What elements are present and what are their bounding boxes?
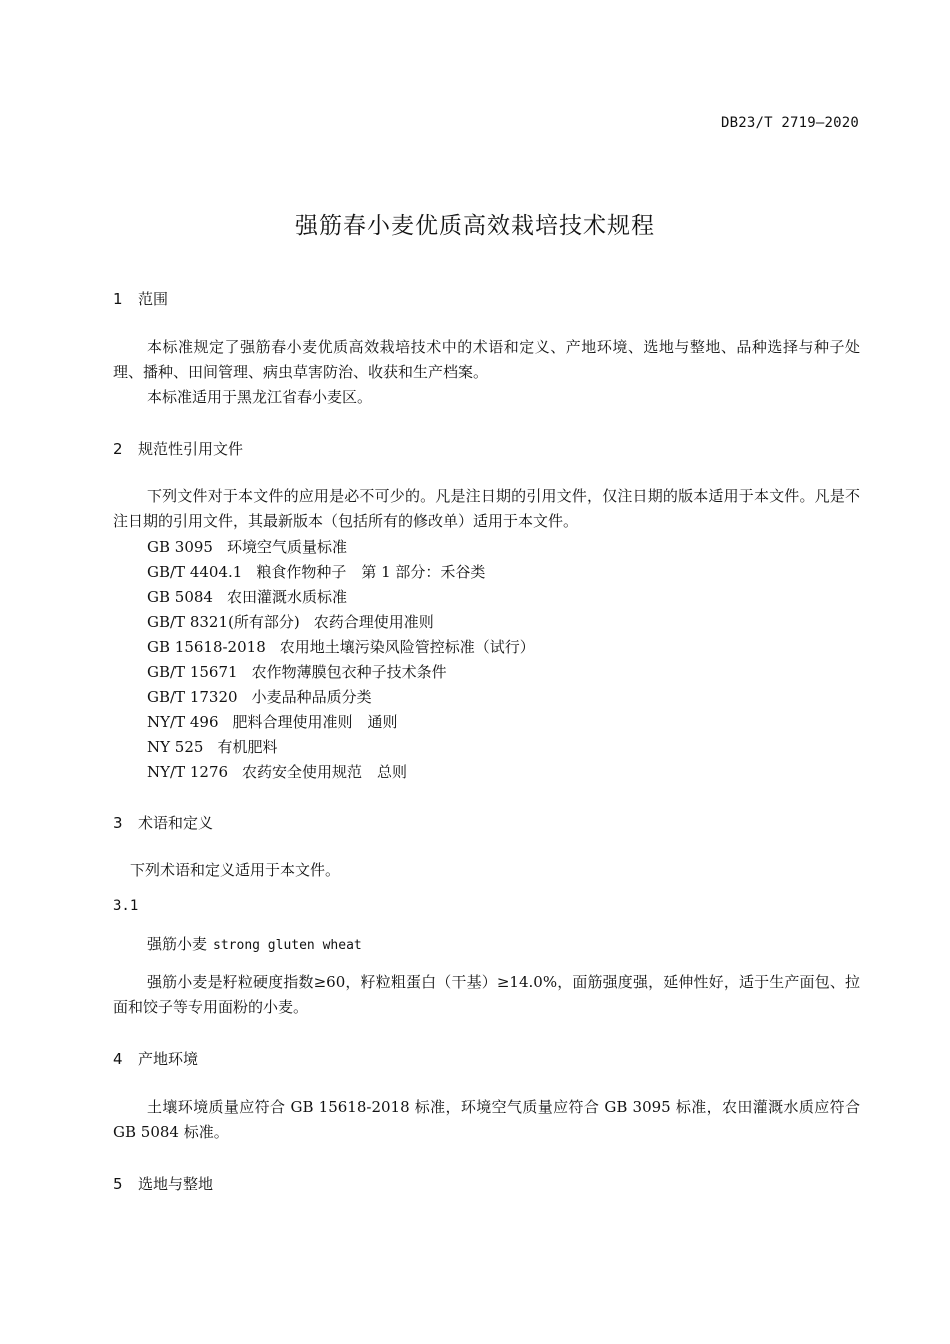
section-number: 5 <box>113 1175 123 1193</box>
reference-name: 农药合理使用准则 <box>313 613 434 631</box>
reference-code: GB/T 17320 <box>147 688 238 706</box>
reference-name: 农作物薄膜包衣种子技术条件 <box>251 663 447 681</box>
section-heading-terms <box>113 812 213 833</box>
reference-name: 有机肥料 <box>217 738 278 756</box>
term-chinese: 强筋小麦 <box>147 935 208 953</box>
section-title: 产地环境 <box>138 1050 199 1068</box>
reference-item <box>147 685 535 710</box>
reference-code: NY 525 <box>147 738 204 756</box>
subclause-number: 3.1 <box>113 898 139 914</box>
reference-code: GB/T 15671 <box>147 663 238 681</box>
section-title: 术语和定义 <box>138 814 214 832</box>
section-title: 范围 <box>138 290 169 308</box>
reference-code: GB 15618-2018 <box>147 638 266 656</box>
section-number: 4 <box>113 1050 123 1068</box>
environment-paragraph: 土壤环境质量应符合 GB 15618-2018 标准，环境空气质量应符合 GB 3095 标准，农田灌溉水质应符合 GB 5084 标准。 <box>113 1098 860 1141</box>
reference-code: GB/T 4404.1 <box>147 563 243 581</box>
reference-item <box>147 635 535 660</box>
document-title: 强筋春小麦优质高效栽培技术规程 <box>295 213 655 239</box>
section-number: 2 <box>113 440 123 458</box>
reference-code: GB 3095 <box>147 538 213 556</box>
section-title: 规范性引用文件 <box>138 440 244 458</box>
reference-name: 粮食作物种子 第 1 部分：禾谷类 <box>256 563 486 581</box>
reference-item <box>147 710 535 735</box>
terms-intro-paragraph: 下列术语和定义适用于本文件。 <box>130 861 341 879</box>
section-number: 1 <box>113 290 123 308</box>
reference-code: GB 5084 <box>147 588 213 606</box>
reference-item <box>147 610 535 635</box>
reference-code: NY/T 1276 <box>147 763 229 781</box>
section-title: 选地与整地 <box>138 1175 214 1193</box>
scope-paragraph: 本标准规定了强筋春小麦优质高效栽培技术中的术语和定义、产地环境、选地与整地、品种选择与种子处理、播种、田间管理、病虫草害防治、收获和生产档案。 <box>113 338 860 381</box>
reference-name: 农用地土壤污染风险管控标准（试行） <box>279 638 535 656</box>
reference-name: 农药安全使用规范 总则 <box>242 763 408 781</box>
term-definition-paragraph: 强筋小麦是籽粒硬度指数≥60，籽粒粗蛋白（干基）≥14.0%，面筋强度强，延伸性好，适于生产面包、拉面和饺子等专用面粉的小麦。 <box>113 973 860 1016</box>
section-heading-normative-references <box>113 438 243 459</box>
standard-code: DB23/T 2719—2020 <box>720 115 859 131</box>
section-number: 3 <box>113 814 123 832</box>
reference-name: 农田灌溉水质标准 <box>226 588 347 606</box>
references-intro-paragraph: 下列文件对于本文件的应用是必不可少的。凡是注日期的引用文件，仅注日期的版本适用于本文件。凡是不注日期的引用文件，其最新版本（包括所有的修改单）适用于本文件。 <box>113 487 860 530</box>
reference-item <box>147 735 535 760</box>
reference-item <box>147 585 535 610</box>
reference-name: 环境空气质量标准 <box>226 538 347 556</box>
section-heading-site-selection <box>113 1173 213 1194</box>
reference-name: 肥料合理使用准则 通则 <box>232 713 398 731</box>
reference-item <box>147 535 535 560</box>
reference-item <box>147 560 535 585</box>
scope-applicability-paragraph: 本标准适用于黑龙江省春小麦区。 <box>147 388 373 406</box>
reference-item <box>147 660 535 685</box>
section-heading-scope <box>113 288 168 309</box>
reference-list <box>147 535 535 785</box>
term-entry <box>147 933 362 954</box>
reference-code: NY/T 496 <box>147 713 219 731</box>
reference-name: 小麦品种品质分类 <box>251 688 372 706</box>
term-english: strong gluten wheat <box>213 938 362 953</box>
reference-item <box>147 760 535 785</box>
section-heading-environment <box>113 1048 198 1069</box>
reference-code: GB/T 8321(所有部分) <box>147 613 300 631</box>
